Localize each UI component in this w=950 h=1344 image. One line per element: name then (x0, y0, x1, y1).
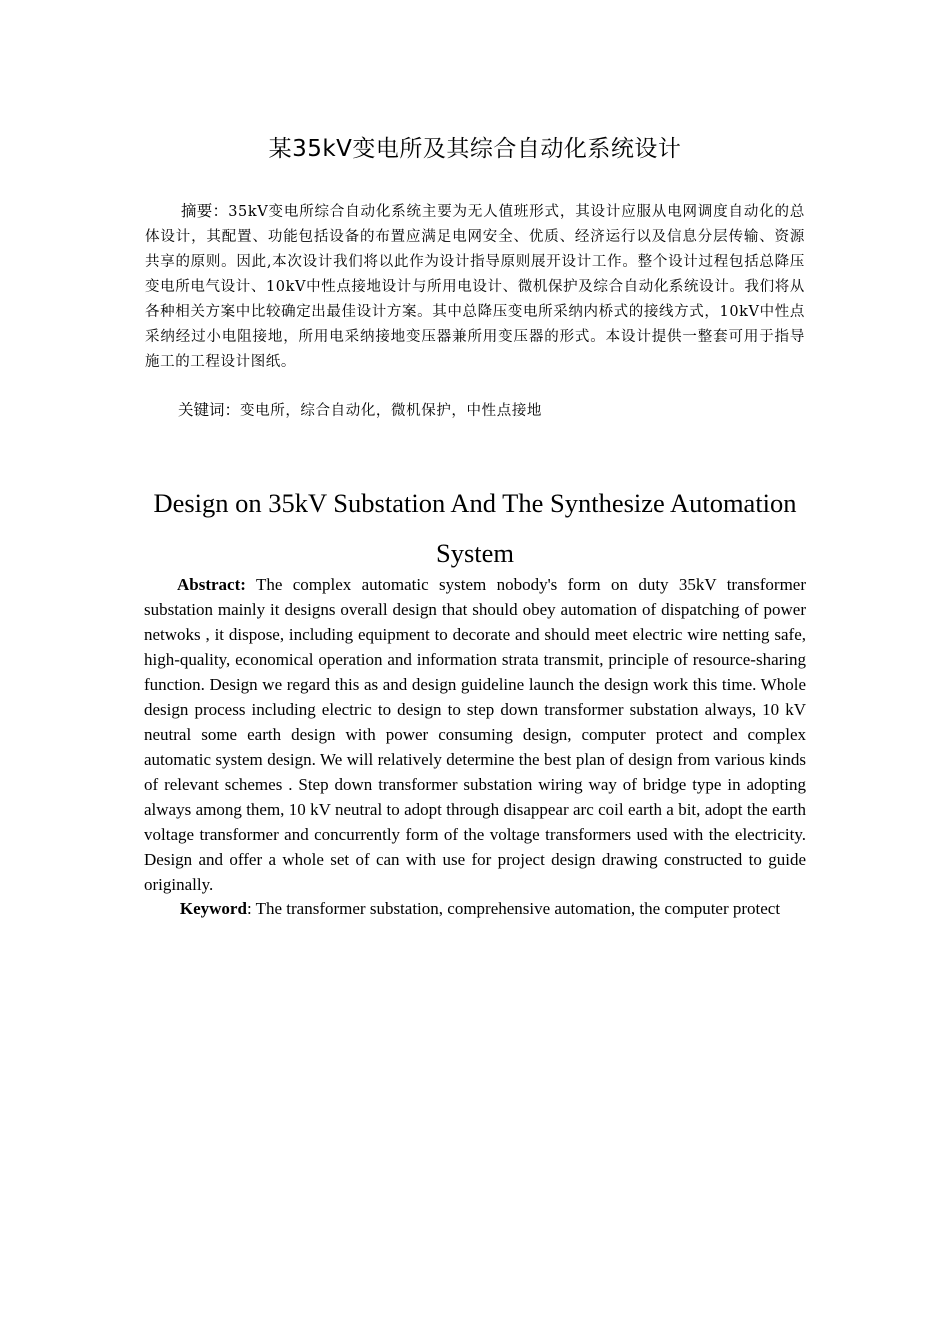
chinese-title: 某35kV变电所及其综合自动化系统设计 (268, 136, 682, 162)
chinese-keywords-text: 变电所，综合自动化，微机保护，中性点接地 (240, 403, 543, 419)
chinese-abstract-text: 35kV变电所综合自动化系统主要为无人值班形式，其设计应服从电网调度自动化的总体设计，其配置、功能包括设备的布置应满足电网安全、优质、经济运行以及信息分层传输、资源共享的原则。因此,本次设计我们将以此作为设计指导原则展开设计工作。整个设计过程包括总降压变电所电气设计、10kV中性点接地设计与所用电设计、微机保护及综合自动化系统设计。我们将从各种相关方案中比较确定出最佳设计方案。其中总降压变电所采纳内桥式的接线方式，10kV中性点采纳经过小电阻接地，所用电采纳接地变压器兼所用变压器的形式。本设计提供一整套可用于指导施工的工程设计图纸。 (145, 204, 805, 370)
chinese-abstract-label: 摘要： (181, 202, 229, 220)
chinese-keywords-label: 关键词： (178, 401, 241, 419)
english-abstract-text: The complex automatic system nobody's form on duty 35kV transformer substation mainly it designs overall design that should obey automation of dispatching of power netwoks , it dispose, including equipment to decorate and should meet electric wire netting safe, high-quality, economical operation and information strata transmit, principle of resource-sharing function. Design we regard this as and design guideline launch the design work this time. Whole design process including electric to design to step down transformer substation always, 10 kV neutral some earth design with power consuming design, computer protect and complex automatic system design. We will relatively determine the best plan of design from various kinds of relevant schemes . Step down transformer substation wiring way of bridge type in adopting always among them, 10 kV neutral to adopt through disappear arc coil earth a bit, adopt the earth voltage transformer and concurrently form of the voltage transformers used with the electricity. Design and offer a whole set of can with use for project design drawing constructed to guide originally. (144, 575, 806, 894)
english-keywords (0, 896, 950, 921)
chinese-abstract (145, 199, 805, 375)
chinese-keywords (178, 398, 798, 424)
english-keywords-text: : The transformer substation, comprehensive automation, the computer protect (246, 899, 781, 918)
english-abstract (144, 572, 806, 897)
english-title: Design on 35kV Substation And The Synthesize Automation System (153, 488, 797, 568)
english-abstract-label: Abstract: (177, 575, 246, 594)
english-keywords-label: Keyword (179, 899, 247, 918)
